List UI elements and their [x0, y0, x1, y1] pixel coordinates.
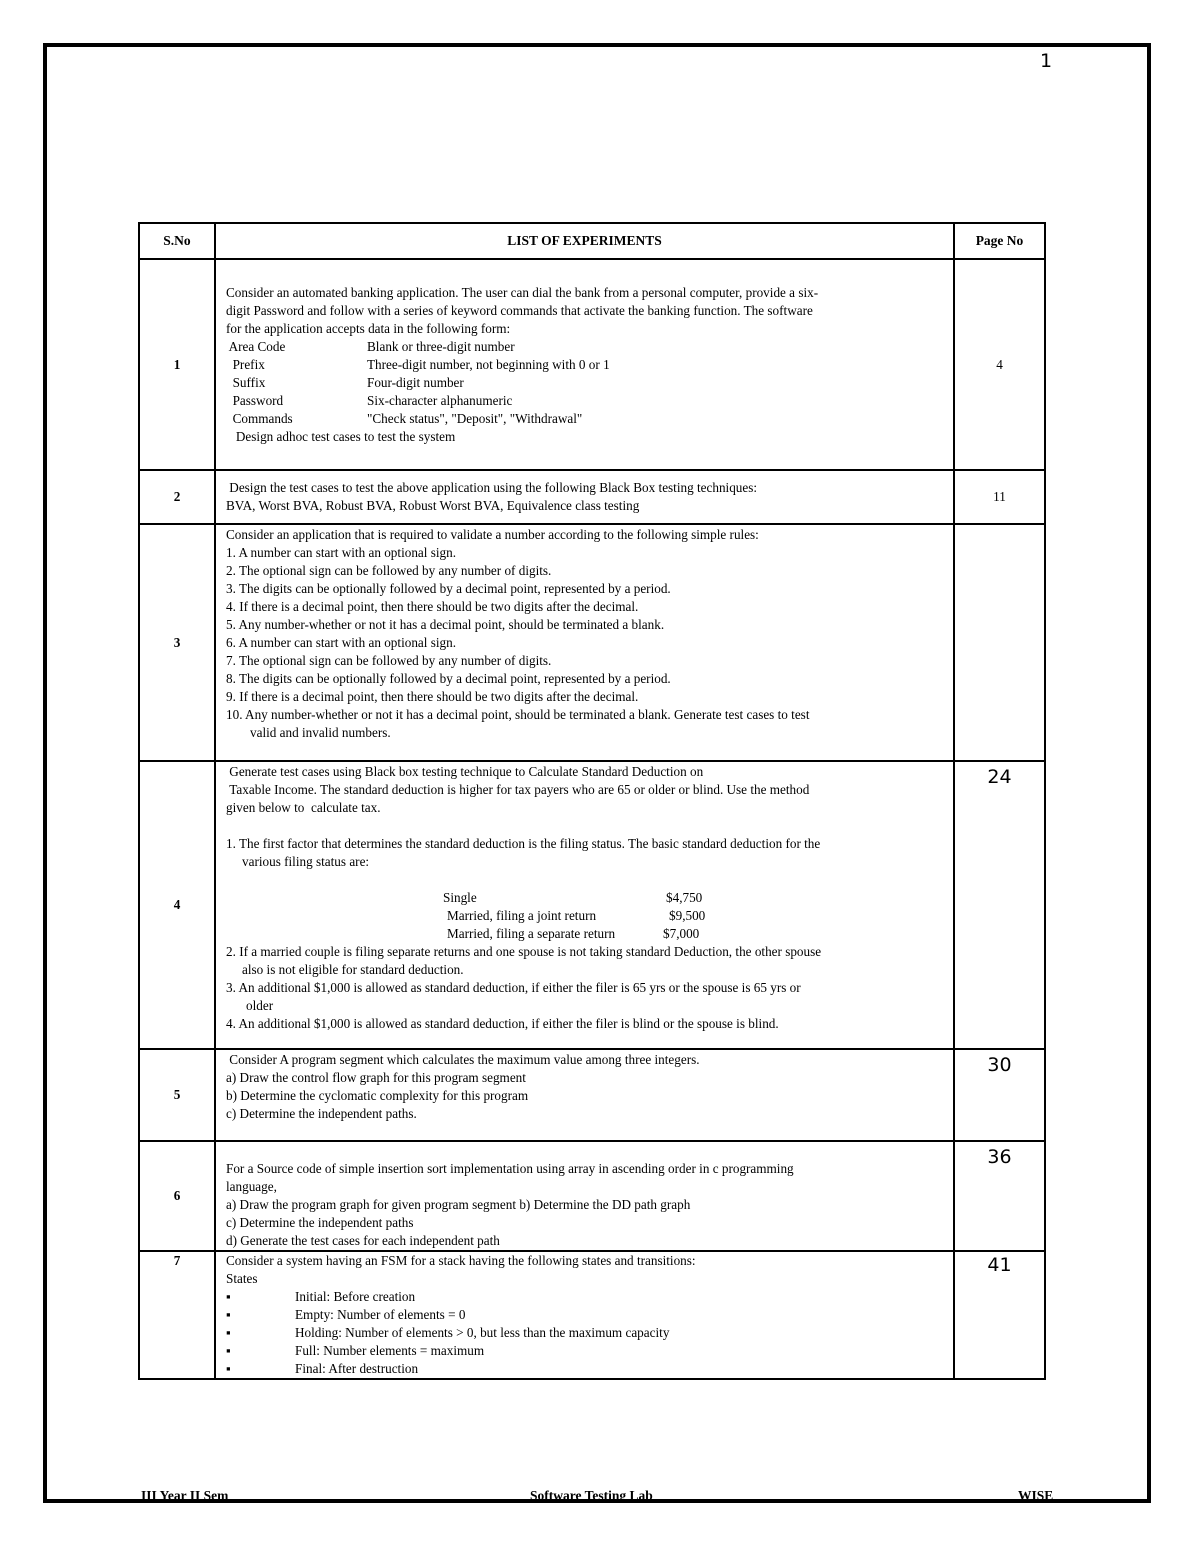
field-name: Suffix	[226, 375, 266, 390]
field-row	[226, 374, 943, 392]
text-line: Design adhoc test cases to test the system	[226, 429, 456, 444]
bullet-icon: ▪	[226, 1325, 231, 1340]
filing-status: Married, filing a joint return	[447, 908, 597, 923]
text-line: various filing status are:	[242, 854, 370, 869]
text-line: 2. The optional sign can be followed by any number of digits.	[226, 563, 552, 578]
text-line: Consider a system having an FSM for a stack having the following states and transitions:	[226, 1253, 696, 1268]
text-line: 3. The digits can be optionally followed by a decimal point, represented by a period.	[226, 581, 671, 596]
table-header-row	[139, 223, 1045, 259]
field-value: "Check status", "Deposit", "Withdrawal"	[367, 411, 583, 426]
row-page-no: 4	[954, 259, 1045, 470]
field-name: Commands	[226, 411, 293, 426]
state-text: Holding: Number of elements > 0, but less than the maximum capacity	[295, 1325, 670, 1340]
text-line: 4. An additional $1,000 is allowed as standard deduction, if either the filer is blind or the spouse is blind.	[226, 1016, 779, 1031]
row-page-no	[954, 524, 1045, 761]
field-value: Six-character alphanumeric	[367, 393, 513, 408]
row-description	[215, 1251, 954, 1379]
bullet-icon: ▪	[226, 1361, 231, 1376]
row-page-no: 30	[954, 1049, 1045, 1141]
text-line: also is not eligible for standard deduction.	[242, 962, 464, 977]
text-line: 10. Any number-whether or not it has a decimal point, should be terminated a blank. Generate test cases to test	[226, 707, 810, 722]
text-line: 6. A number can start with an optional sign.	[226, 635, 457, 650]
field-value: Blank or three-digit number	[367, 339, 515, 354]
text-line: a) Draw the program graph for given program segment b) Determine the DD path graph	[226, 1197, 691, 1212]
experiments-header: LIST OF EXPERIMENTS	[215, 223, 954, 259]
row-description	[215, 259, 954, 470]
bullet-icon: ▪	[226, 1307, 231, 1322]
text-line: 9. If there is a decimal point, then there should be two digits after the decimal.	[226, 689, 639, 704]
text-line: 4. If there is a decimal point, then there should be two digits after the decimal.	[226, 599, 639, 614]
row-sno: 7	[139, 1251, 215, 1379]
text-line: BVA, Worst BVA, Robust BVA, Robust Worst BVA, Equivalence class testing	[226, 498, 640, 513]
text-line: 1. A number can start with an optional sign.	[226, 545, 457, 560]
text-line: Consider A program segment which calculates the maximum value among three integers.	[226, 1052, 700, 1067]
footer-center: Software Testing Lab	[530, 1488, 653, 1503]
field-name: Prefix	[226, 357, 265, 372]
text-line: Design the test cases to test the above application using the following Black Box testing techniques:	[226, 480, 758, 495]
footer-right: WISE	[1018, 1488, 1054, 1503]
text-line: For a Source code of simple insertion sort implementation using array in ascending order in c programming	[226, 1161, 794, 1176]
state-item	[226, 1324, 943, 1342]
text-line: 7. The optional sign can be followed by any number of digits.	[226, 653, 552, 668]
row-description	[215, 1049, 954, 1141]
state-text: Initial: Before creation	[295, 1289, 416, 1304]
field-name: Password	[226, 393, 284, 408]
row-description	[215, 761, 954, 1049]
tax-row	[226, 907, 943, 925]
text-line: 8. The digits can be optionally followed by a decimal point, represented by a period.	[226, 671, 671, 686]
text-line: 2. If a married couple is filing separate returns and one spouse is not taking standard Deduction, the other spouse	[226, 944, 822, 959]
row-description	[215, 524, 954, 761]
row-page-no: 36	[954, 1141, 1045, 1251]
field-name: Area Code	[226, 339, 286, 354]
row-description	[215, 470, 954, 524]
field-row	[226, 392, 943, 410]
field-value: Three-digit number, not beginning with 0 or 1	[367, 357, 610, 372]
state-item	[226, 1288, 943, 1306]
row-page-no: 41	[954, 1251, 1045, 1379]
table-row	[139, 1251, 1045, 1379]
text-line: Consider an application that is required to validate a number according to the following simple rules:	[226, 527, 759, 542]
row-description	[215, 1141, 954, 1251]
bullet-icon: ▪	[226, 1289, 231, 1304]
table-row	[139, 259, 1045, 470]
filing-status: Married, filing a separate return	[447, 926, 616, 941]
table-row	[139, 470, 1045, 524]
row-sno: 6	[139, 1141, 215, 1251]
row-page-no: 24	[954, 761, 1045, 1049]
text-line: c) Determine the independent paths	[226, 1215, 414, 1230]
text-line: Consider an automated banking application. The user can dial the bank from a personal computer, provide a six-	[226, 285, 819, 300]
tax-row	[226, 889, 943, 907]
state-item	[226, 1342, 943, 1360]
states-label: States	[226, 1271, 258, 1286]
text-line: c) Determine the independent paths.	[226, 1106, 417, 1121]
text-line: 3. An additional $1,000 is allowed as standard deduction, if either the filer is 65 yrs or the spouse is 65 yrs or	[226, 980, 801, 995]
field-row	[226, 356, 943, 374]
text-line: 5. Any number-whether or not it has a decimal point, should be terminated a blank.	[226, 617, 665, 632]
table-row	[139, 761, 1045, 1049]
row-sno: 4	[139, 761, 215, 1049]
text-line: digit Password and follow with a series of keyword commands that activate the banking function. The software	[226, 303, 813, 318]
page-no-header: Page No	[954, 223, 1045, 259]
sno-header: S.No	[139, 223, 215, 259]
row-sno: 3	[139, 524, 215, 761]
text-line: for the application accepts data in the following form:	[226, 321, 511, 336]
field-row	[226, 410, 943, 428]
table-row	[139, 1141, 1045, 1251]
state-text: Empty: Number of elements = 0	[295, 1307, 466, 1322]
row-sno: 5	[139, 1049, 215, 1141]
page-number: 1	[1040, 50, 1053, 72]
deduction-amount: $9,500	[669, 908, 706, 923]
row-sno: 1	[139, 259, 215, 470]
deduction-amount: $7,000	[663, 926, 700, 941]
text-line: Taxable Income. The standard deduction is higher for tax payers who are 65 or older or blind. Use the method	[226, 782, 810, 797]
text-line: b) Determine the cyclomatic complexity for this program	[226, 1088, 529, 1103]
text-line: 1. The first factor that determines the standard deduction is the filing status. The basic standard deduction for the	[226, 836, 821, 851]
text-line: Generate test cases using Black box testing technique to Calculate Standard Deduction on	[226, 764, 704, 779]
text-line: given below to calculate tax.	[226, 800, 381, 815]
tax-row	[226, 925, 943, 943]
state-text: Final: After destruction	[295, 1361, 419, 1376]
text-line: language,	[226, 1179, 277, 1194]
footer-left: III Year II Sem	[141, 1488, 229, 1503]
state-item	[226, 1306, 943, 1324]
deduction-amount: $4,750	[666, 890, 703, 905]
state-item	[226, 1360, 943, 1378]
row-sno: 2	[139, 470, 215, 524]
state-text: Full: Number elements = maximum	[295, 1343, 485, 1358]
text-line: valid and invalid numbers.	[250, 725, 391, 740]
field-row	[226, 338, 943, 356]
filing-status: Single	[443, 890, 477, 905]
text-line: d) Generate the test cases for each independent path	[226, 1233, 500, 1248]
experiments-table	[138, 222, 1046, 1380]
text-line: older	[246, 998, 274, 1013]
bullet-icon: ▪	[226, 1343, 231, 1358]
field-value: Four-digit number	[367, 375, 464, 390]
table-row	[139, 1049, 1045, 1141]
text-line: a) Draw the control flow graph for this program segment	[226, 1070, 526, 1085]
row-page-no: 11	[954, 470, 1045, 524]
table-row	[139, 524, 1045, 761]
